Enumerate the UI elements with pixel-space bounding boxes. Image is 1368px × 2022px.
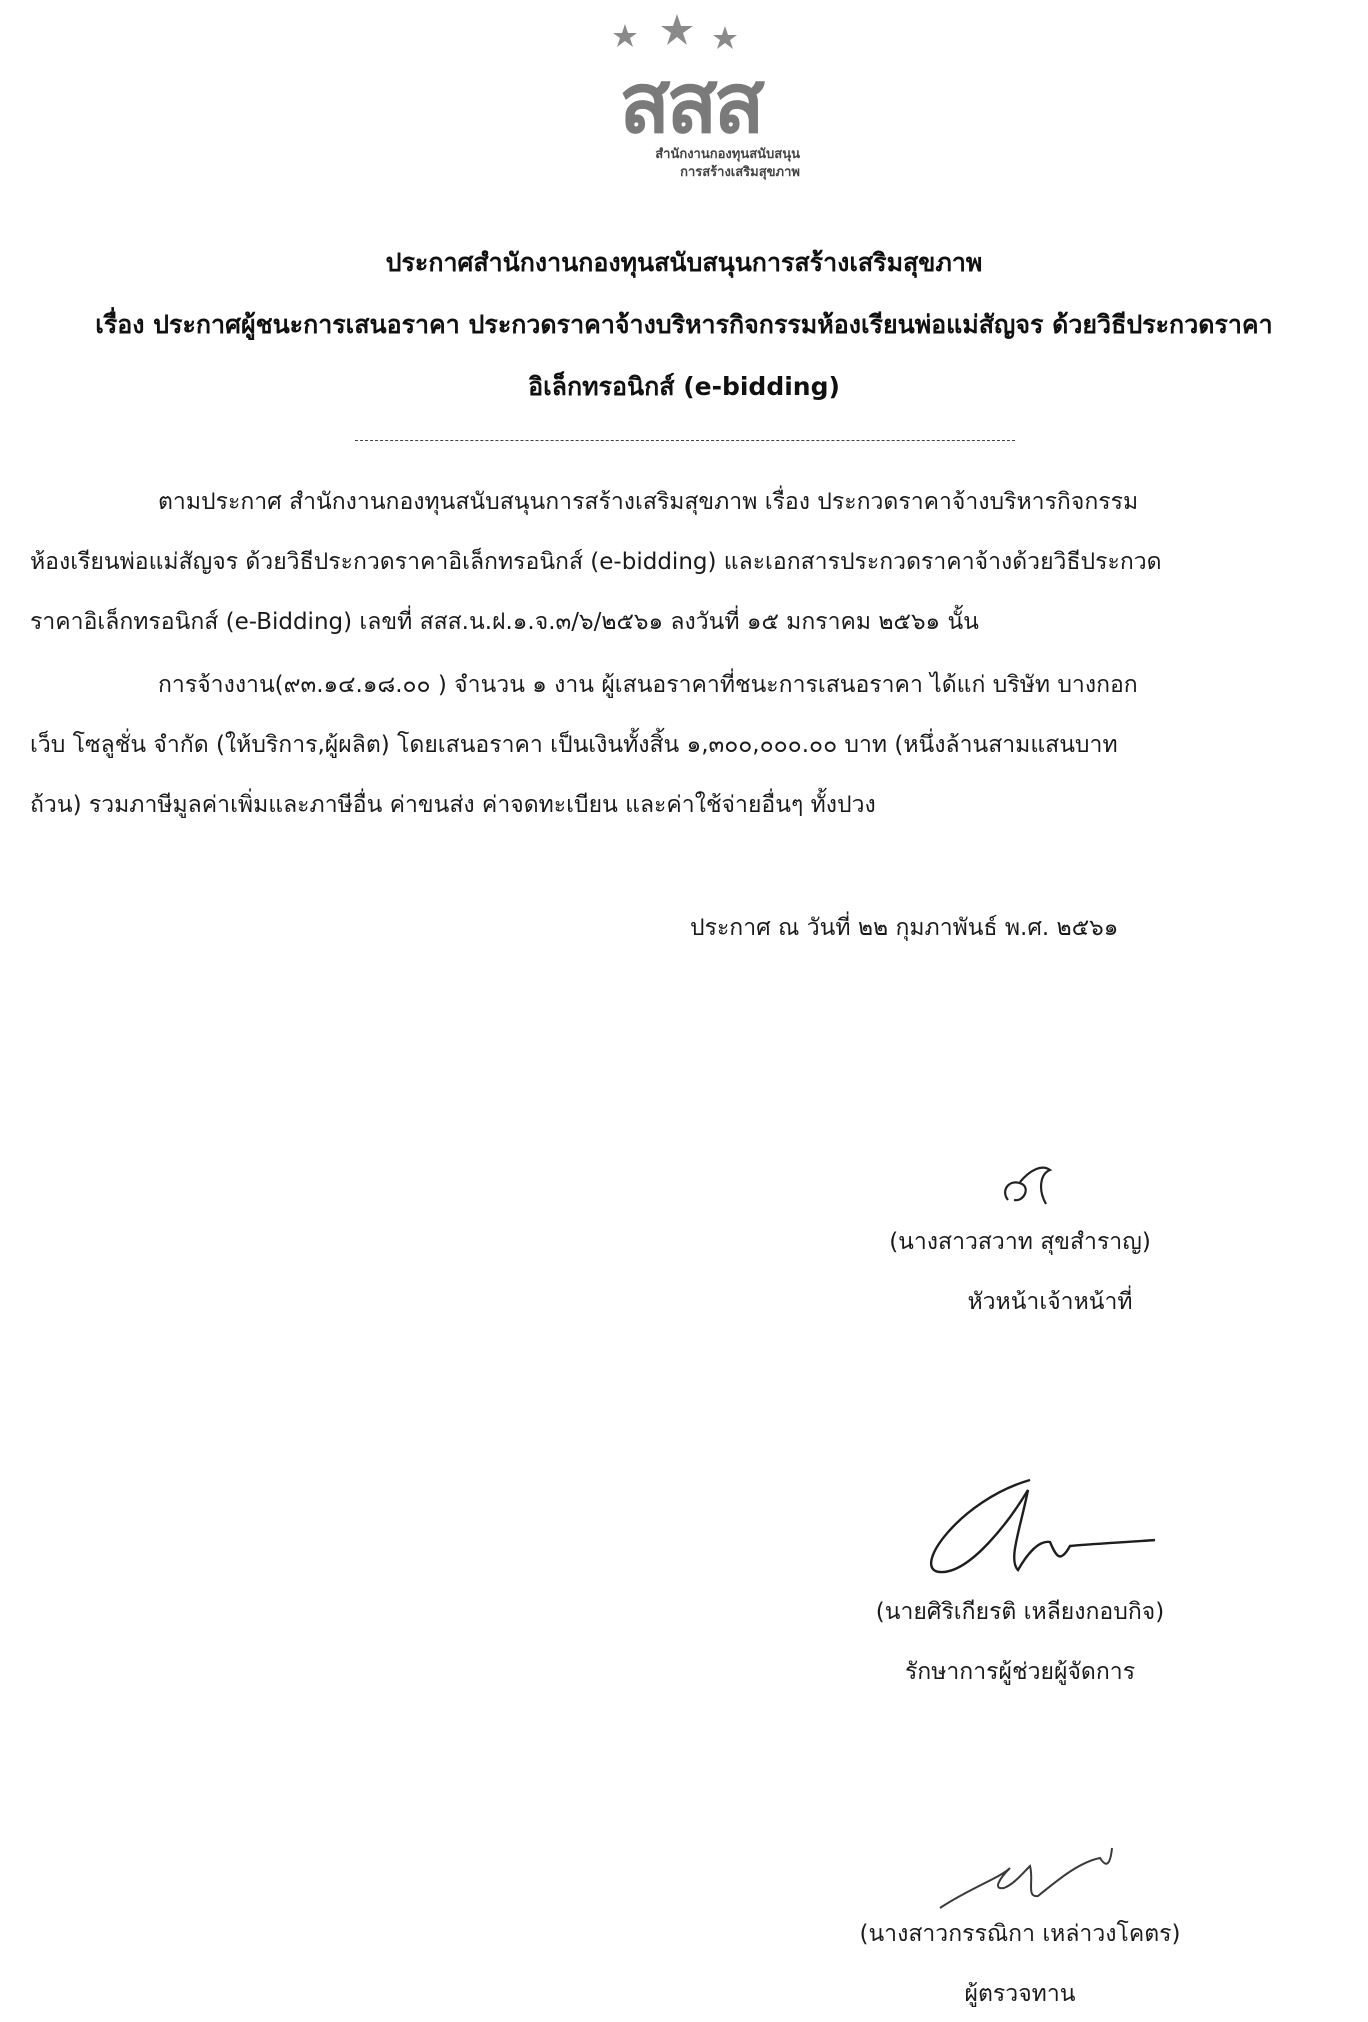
title-line-3: อิเล็กทรอนิกส์ (e-bidding) [528, 372, 840, 401]
signature-1-position: หัวหน้าเจ้าหน้าที่ [967, 1289, 1133, 1315]
announcement-date: ประกาศ ณ วันที่ ๒๒ กุมภาพันธ์ พ.ศ. ๒๕๖๑ [690, 915, 1119, 941]
signature-1-icon [990, 1160, 1070, 1220]
signature-3-position: ผู้ตรวจทาน [964, 1981, 1076, 2007]
signature-3-icon [930, 1838, 1180, 1918]
separator-line [355, 440, 1015, 441]
paragraph-1-line-2: ห้องเรียนพ่อแม่สัญจร ด้วยวิธีประกวดราคาอิเล็กทรอนิกส์ (e-bidding) และเอกสารประกวดราคาจ้างด้วยวิธีประกวด [30, 549, 1162, 575]
signature-2-name: (นายศิริเกียรติ เหลียงกอบกิจ) [875, 1599, 1165, 1625]
logo-wordmark: สสส [619, 54, 761, 152]
paragraph-1-line-3: ราคาอิเล็กทรอนิกส์ (e-Bidding) เลขที่ สสส.น.ฝ.๑.จ.๓/๖/๒๕๖๑ ลงวันที่ ๑๕ มกราคม ๒๕๖๑ นั้น [30, 609, 979, 635]
paragraph-1-line-1: ตามประกาศ สำนักงานกองทุนสนับสนุนการสร้างเสริมสุขภาพ เรื่อง ประกวดราคาจ้างบริหารกิจกรรม [158, 489, 1139, 515]
paragraph-2-line-3: ถ้วน) รวมภาษีมูลค่าเพิ่มและภาษีอื่น ค่าขนส่ง ค่าจดทะเบียน และค่าใช้จ่ายอื่นๆ ทั้งปวง [30, 792, 876, 818]
signature-3-name: (นางสาวกรรณิกา เหล่าวงโคตร) [859, 1921, 1181, 1947]
signature-1-name: (นางสาวสวาท สุขสำราญ) [889, 1229, 1151, 1255]
logo-subtitle-1: สำนักงานกองทุนสนับสนุน [655, 147, 800, 162]
title-line-1: ประกาศสำนักงานกองทุนสนับสนุนการสร้างเสริมสุขภาพ [385, 248, 983, 277]
star-figures-icon [613, 14, 737, 49]
signature-2-position: รักษาการผู้ช่วยผู้จัดการ [904, 1659, 1136, 1685]
paragraph-2-line-2: เว็บ โซลูชั่น จำกัด (ให้บริการ,ผู้ผลิต) โดยเสนอราคา เป็นเงินทั้งสิ้น ๑,๓๐๐,๐๐๐.๐๐ บาท (หนึ่งล้านสามแสนบาท [30, 732, 1118, 758]
paragraph-2-line-1: การจ้างงาน(๙๓.๑๔.๑๘.๐๐ ) จำนวน ๑ งาน ผู้เสนอราคาที่ชนะการเสนอราคา ได้แก่ บริษัท บางกอก [158, 672, 1138, 698]
logo-subtitle-2: การสร้างเสริมสุขภาพ [680, 165, 800, 180]
title-line-2: เรื่อง ประกาศผู้ชนะการเสนอราคา ประกวดราคาจ้างบริหารกิจกรรมห้องเรียนพ่อแม่สัญจร ด้วยวิธีประกวดราคา [95, 310, 1273, 339]
signature-2-icon [900, 1460, 1160, 1590]
